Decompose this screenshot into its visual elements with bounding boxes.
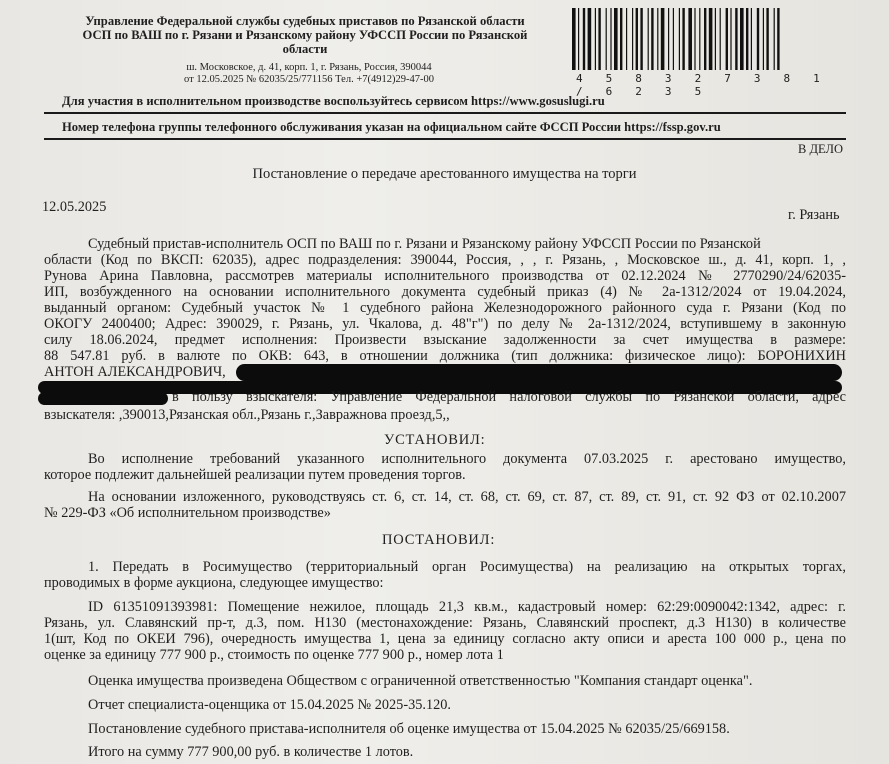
issuer-header	[46, 14, 564, 56]
property-line: оценке за единицу 777 900 р., стоимость по оценке 777 900 р., номер лота 1	[44, 647, 504, 663]
issuer-address	[130, 62, 488, 86]
heading-established: УСТАНОВИЛ:	[384, 432, 486, 448]
intro-line: 88 547.81 руб. в валюте по ОКВ: 643, в отношении должника (тип должника: физическое лицо): БОРОНИХИН	[44, 348, 846, 364]
address-line: ш. Московское, д. 41, корп. 1, г. Рязань, Россия, 390044	[186, 62, 432, 73]
established-line: которое подлежит дальнейшей реализации путем проведения торгов.	[44, 467, 466, 483]
redaction-bar	[236, 364, 842, 381]
document-date: 12.05.2025	[42, 199, 107, 215]
property-line: 1(шт, Код по ОКЕИ 796), очередность имущества 1, цена за единицу согласно акту описи и ареста 100 000 р., цена по	[44, 631, 846, 647]
creditor-line: в пользу взыскателя: Управление Федеральной налоговой службы по Рязанской области, адрес	[172, 389, 846, 405]
address-line: от 12.05.2025 № 62035/25/771156 Тел. +7(4912)29-47-00	[184, 74, 434, 85]
basis-line: На основании изложенного, руководствуясь ст. 6, ст. 14, ст. 68, ст. 69, ст. 87, ст. 89, ст. 91, ст. 92 ФЗ от 02.10.2007	[88, 489, 846, 505]
header-divider	[44, 138, 846, 140]
resolution-line: Постановление судебного пристава-исполнителя об оценке имущества от 15.04.2025 № 62035/25/669158.	[88, 721, 730, 737]
phone-notice: Номер телефона группы телефонного обслуживания указан на официальном сайте ФССП России https://fssp.gov.ru	[62, 120, 721, 134]
issuer-line: ОСП по ВАШ по г. Рязани и Рязанскому району УФССП России по Рязанской	[82, 28, 528, 42]
property-line: ID 61351091393981: Помещение нежилое, площадь 21,3 кв.м., кадастровый номер: 62:29:0090042:1342, адрес: г.	[88, 599, 846, 615]
document-city: г. Рязань	[788, 207, 840, 223]
redaction-bar	[38, 392, 168, 405]
report-line: Отчет специалиста-оценщика от 15.04.2025 № 2025-35.120.	[88, 697, 451, 713]
basis-line: № 229-ФЗ «Об исполнительном производстве»	[44, 505, 331, 521]
document-title: Постановление о передаче арестованного имущества на торги	[252, 166, 637, 182]
intro-line: ОКОГУ 2400400; Адрес: 390029, г. Рязань, ул. Чкалова, д. 48"г") по делу № 2а-1312/2024, вступившему в законную	[44, 316, 846, 332]
valuation-line: Оценка имущества произведена Обществом с ограниченной ответственностью "Компания стандарт оценка".	[88, 673, 753, 689]
heading-resolved: ПОСТАНОВИЛ:	[382, 532, 496, 548]
header-divider	[44, 112, 846, 114]
intro-line: Рунова Арина Павловна, рассмотрев материалы исполнительного производства от 02.12.2024 № 2770290/24/62035-	[44, 268, 846, 284]
property-line: Рязань, ул. Славянский пр-т, д.3, пом. Н130 (местонахождение: Рязань, Славянский проспект, д.3 Н130) в количестве	[44, 615, 846, 631]
barcode	[572, 8, 850, 70]
intro-line: силу 18.06.2024, предмет исполнения: Произвести взыскание задолженности за счет имущества в размере:	[44, 332, 846, 348]
item1-line: 1. Передать в Росимущество (территориальный орган Росимущества) на реализацию на открытых торгах,	[88, 559, 846, 575]
intro-line: области (Код по ВКСП: 62035), адрес подразделения: 390044, Россия, , , г. Рязань, , Московское ш., д. 41, корп. 1, ,	[44, 252, 846, 268]
intro-line: ИП, возбужденного на основании исполнительного документа судебный приказ (4) № 2а-1312/2024 от 19.04.2024,	[44, 284, 846, 300]
intro-line: выданный органом: Судебный участок № 1 судебного района Железнодорожного районного суда г. Рязани (Код по	[44, 300, 846, 316]
creditor-line: взыскателя: ,390013,Рязанская обл.,Рязань г.,Завражнова проезд,5,,	[44, 407, 450, 423]
item1-line: проводимых в форме аукциона, следующее имущество:	[44, 575, 384, 591]
issuer-line: Управление Федеральной службы судебных приставов по Рязанской области	[85, 14, 525, 28]
total-line: Итого на сумму 777 900,00 руб. в количестве 1 лотов.	[88, 744, 414, 760]
intro-line: Судебный пристав-исполнитель ОСП по ВАШ по г. Рязани и Рязанскому району УФССП России по Рязанской	[88, 236, 761, 252]
gosuslugi-notice: Для участия в исполнительном производстве воспользуйтесь сервисом https://www.gosuslugi.ru	[62, 94, 605, 108]
issuer-line: области	[282, 42, 328, 56]
barcode-number: 4 5 8 3 2 7 3 8 1 / 6 2 3 5	[576, 72, 828, 98]
debtor-name: АНТОН АЛЕКСАНДРОВИЧ,	[44, 364, 226, 380]
file-stamp: В ДЕЛО	[798, 142, 843, 156]
established-line: Во исполнение требований указанного исполнительного документа 07.03.2025 г. арестовано имущество,	[88, 451, 846, 467]
